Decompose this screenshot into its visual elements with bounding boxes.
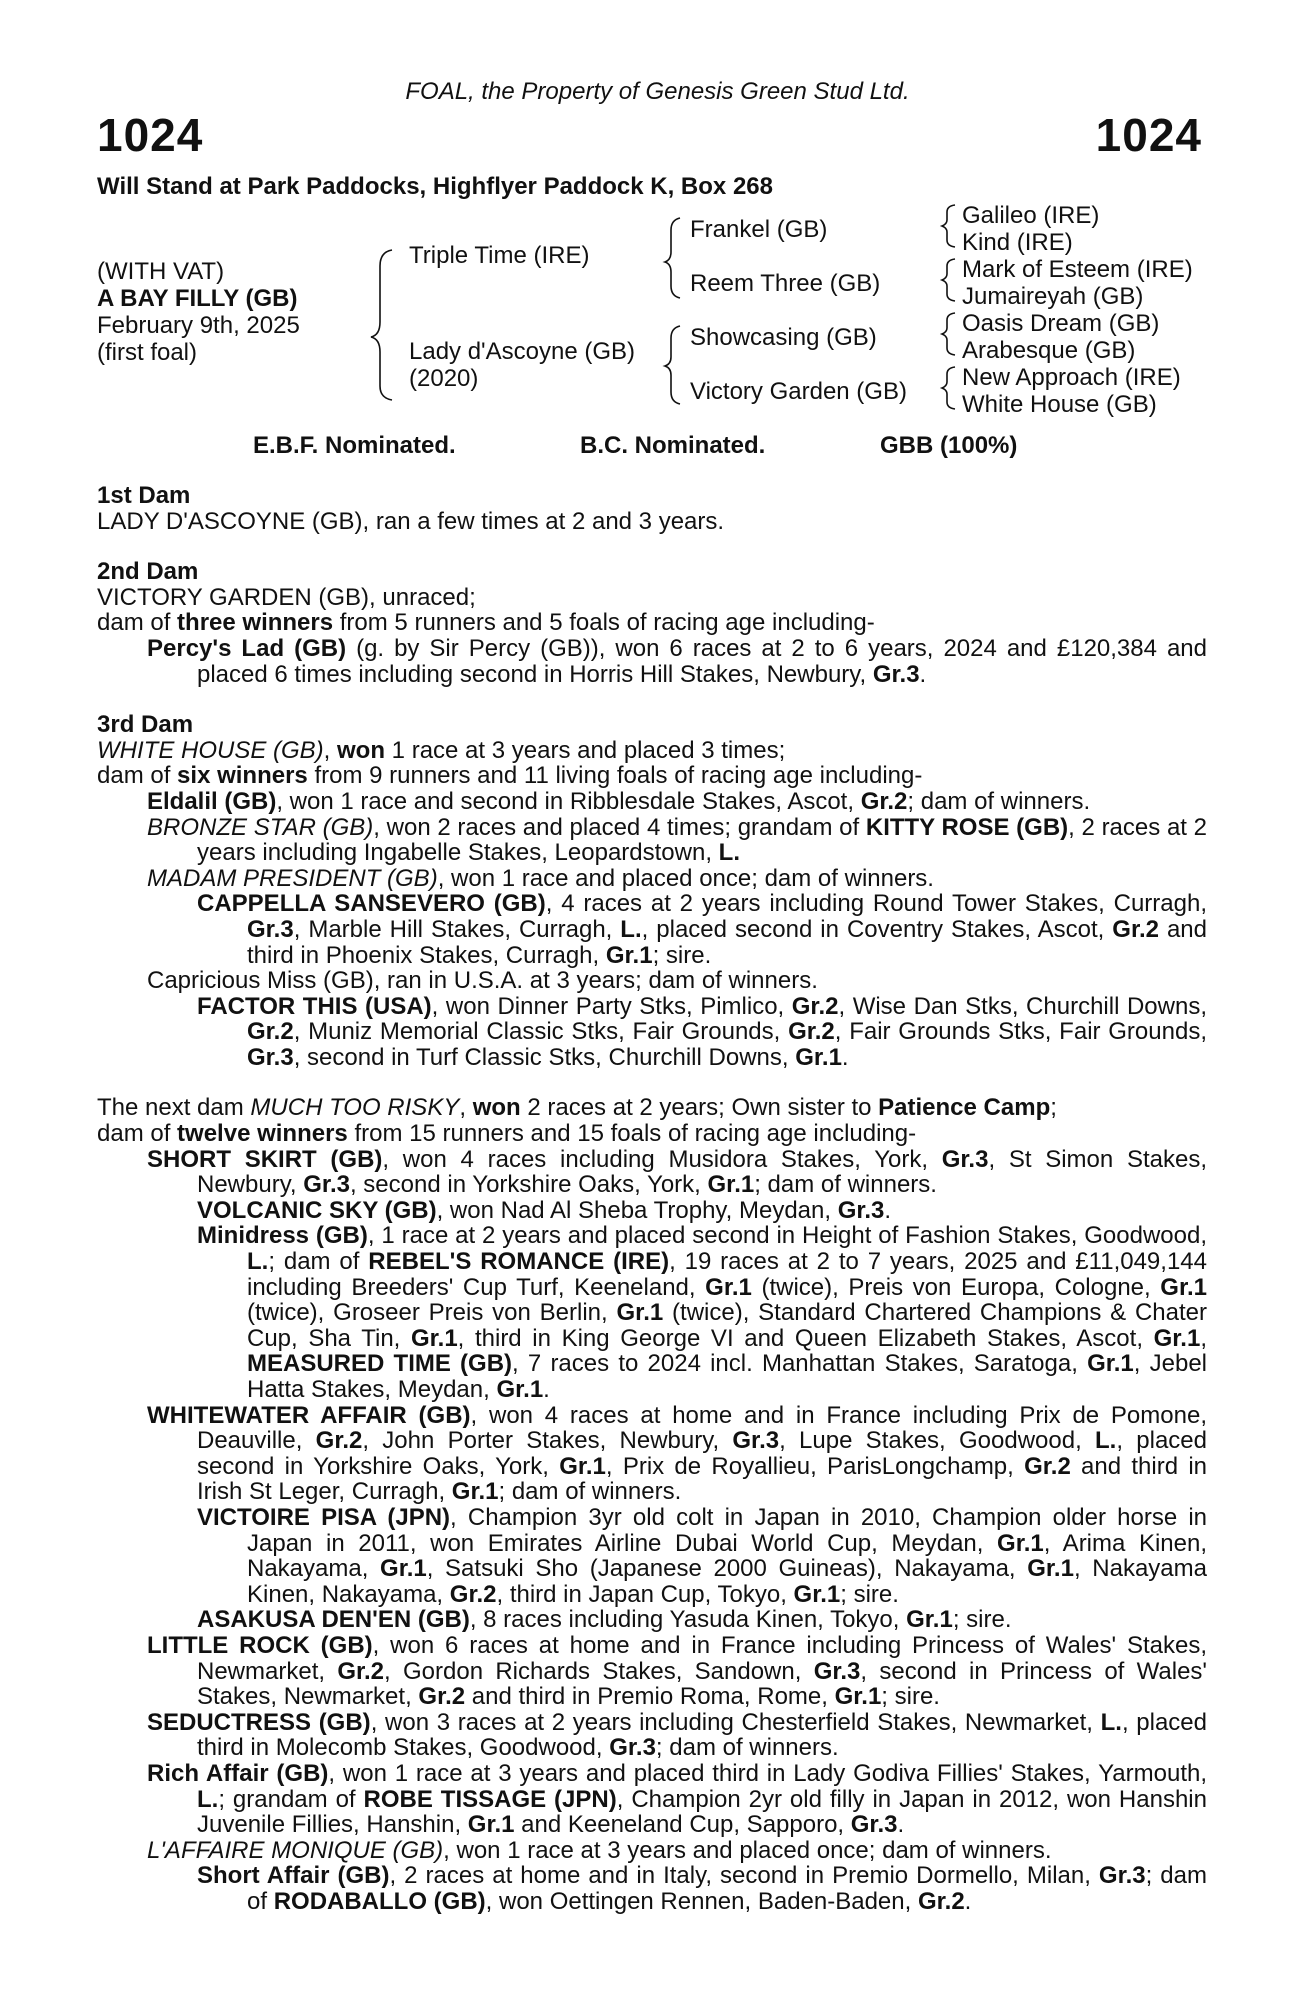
lot-number-left: 1024 <box>97 109 204 161</box>
dam-dam: Victory Garden (GB) <box>690 378 907 405</box>
brace-ss <box>942 205 955 247</box>
produce-cappella-sansevero: CAPPELLA SANSEVERO (GB), 4 races at 2 years including Round Tower Stakes, Curragh, Gr.3, Marble Hill Stakes, Curragh, L., placed second in Coventry Stakes, Ascot, Gr.2 and third in Phoenix Stakes, Curragh, Gr.1; sire. <box>197 890 1207 969</box>
produce-minidress: Minidress (GB), 1 race at 2 years and placed second in Height of Fashion Stakes, Goodwood, L.; dam of REBEL'S ROMANCE (IRE), 19 races at 2 to 7 years, 2025 and £11,049,144 including Breeders' Cup Turf, Keeneland, Gr.1 (twice), Preis von Europa, Cologne, Gr.1 (twice), Groseer Preis von Berlin, Gr.1 (twice), Standard Chartered Champions & Chater Cup, Sha Tin, Gr.1, third in King George VI and Queen Elizabeth Stakes, Ascot, Gr.1, MEASURED TIME (GB), 7 races to 2024 incl. Manhattan Stakes, Saratoga, Gr.1, Jebel Hatta Stakes, Meydan, Gr.1. <box>197 1222 1208 1403</box>
third-dam-line2: dam of six winners from 9 runners and 11 living foals of racing age including- <box>97 762 923 790</box>
produce-madam-president: MADAM PRESIDENT (GB), won 1 race and placed once; dam of winners. <box>147 864 934 892</box>
produce-rich-affair: Rich Affair (GB), won 1 race at 3 years and placed third in Lady Godiva Fillies' Stakes, Yarmouth, L.; grandam of ROBE TISSAGE (JPN), Champion 2yr old filly in Japan in 2012, won Hanshin Juvenile Fillies, Hanshin, Gr.1 and Keeneland Cup, Sapporo, Gr.3. <box>147 1759 1208 1839</box>
brace-sire <box>665 218 680 298</box>
produce-short-skirt: SHORT SKIRT (GB), won 4 races including Musidora Stakes, York, Gr.3, St Simon Stakes, Newbury, Gr.3, second in Yorkshire Oaks, York, Gr.1; dam of winners. <box>147 1145 1207 1199</box>
horse-dob: February 9th, 2025 <box>97 312 300 339</box>
dam-name: Lady d'Ascoyne (GB) <box>409 338 636 365</box>
horse-name: A BAY FILLY (GB) <box>97 285 298 312</box>
dam-sire: Showcasing (GB) <box>690 324 877 351</box>
second-dam-line2: dam of three winners from 5 runners and 5 foals of racing age including- <box>97 609 875 637</box>
third-dam-line1: WHITE HOUSE (GB), won 1 race at 3 years and placed 3 times; <box>97 736 786 764</box>
produce-whitewater-affair: WHITEWATER AFFAIR (GB), won 4 races at home and in France including Prix de Pomone, Deauville, Gr.2, John Porter Stakes, Newbury, Gr.3, Lupe Stakes, Goodwood, L., placed second in Yorkshire Oaks, York, Gr.1, Prix de Royallieu, ParisLongchamp, Gr.2 and third in Irish St Leger, Curragh, Gr.1; dam of winners. <box>147 1401 1208 1506</box>
pedigree-ssd: Kind (IRE) <box>962 229 1073 256</box>
brace-ds <box>942 313 955 355</box>
sire-sire: Frankel (GB) <box>690 216 828 243</box>
first-dam-heading: 1st Dam <box>97 482 191 509</box>
second-dam-heading: 2nd Dam <box>97 558 199 586</box>
ebf-nomination: E.B.F. Nominated. <box>253 432 456 459</box>
first-dam-text: LADY D'ASCOYNE (GB), ran a few times at 2 and 3 years. <box>97 507 725 535</box>
produce-seductress: SEDUCTRESS (GB), won 3 races at 2 years including Chesterfield Stakes, Newmarket, L., placed third in Molecomb Stakes, Goodwood, Gr.3; dam of winners. <box>147 1708 1208 1762</box>
pedigree-sds: Mark of Esteem (IRE) <box>962 256 1193 283</box>
vat-note: (WITH VAT) <box>97 258 225 285</box>
pedigree-dds: New Approach (IRE) <box>962 364 1181 391</box>
second-dam-line1: VICTORY GARDEN (GB), unraced; <box>97 583 476 611</box>
produce-short-affair: Short Affair (GB), 2 races at home and in Italy, second in Premio Dormello, Milan, Gr.3; dam of RODABALLO (GB), won Oettingen Rennen, Baden-Baden, Gr.2. <box>197 1862 1207 1915</box>
produce-factor-this: FACTOR THIS (USA), won Dinner Party Stks, Pimlico, Gr.2, Wise Dan Stks, Churchill Downs, Gr.2, Muniz Memorial Classic Stks, Fair Grounds, Gr.2, Fair Grounds Stks, Fair Grounds, Gr.3, second in Turf Classic Stks, Churchill Downs, Gr.1. <box>197 992 1207 1071</box>
next-dam-line2: dam of twelve winners from 15 runners and 15 foals of racing age including- <box>97 1120 917 1148</box>
produce-eldalil: Eldalil (GB), won 1 race and second in Ribblesdale Stakes, Ascot, Gr.2; dam of winners. <box>147 787 1091 815</box>
produce-bronze-star: BRONZE STAR (GB), won 2 races and placed 4 times; grandam of KITTY ROSE (GB), 2 races at 2 years including Ingabelle Stakes, Leopardstown, L. <box>147 813 1208 867</box>
pedigree-sss: Galileo (IRE) <box>962 202 1100 229</box>
produce-laffaire-monique: L'AFFAIRE MONIQUE (GB), won 1 race at 3 years and placed once; dam of winners. <box>147 1836 1052 1864</box>
brace-dam <box>665 326 680 404</box>
sire-name: Triple Time (IRE) <box>409 242 590 269</box>
gbb-status: GBB (100%) <box>880 432 1018 459</box>
sire-dam: Reem Three (GB) <box>690 270 881 297</box>
brace-sd <box>942 259 955 301</box>
dam-year: (2020) <box>409 365 479 392</box>
pedigree-sdd: Jumaireyah (GB) <box>962 283 1144 310</box>
produce-asakusa-denen: ASAKUSA DEN'EN (GB), 8 races including Yasuda Kinen, Tokyo, Gr.1; sire. <box>197 1606 1012 1634</box>
third-dam-heading: 3rd Dam <box>97 711 194 739</box>
produce-percys-lad: Percy's Lad (GB) (g. by Sir Percy (GB)), won 6 races at 2 to 6 years, 2024 and £120,384 and placed 6 times including second in Horris Hill Stakes, Newbury, Gr.3. <box>147 634 1208 688</box>
produce-volcanic-sky: VOLCANIC SKY (GB), won Nad Al Sheba Trophy, Meydan, Gr.3. <box>197 1196 892 1224</box>
stand-location: Will Stand at Park Paddocks, Highflyer Paddock K, Box 268 <box>97 173 773 200</box>
catalogue-body <box>97 483 1207 1914</box>
brace-dd <box>942 367 955 409</box>
produce-capricious-miss: Capricious Miss (GB), ran in U.S.A. at 3 years; dam of winners. <box>147 967 818 995</box>
pedigree-dss: Oasis Dream (GB) <box>962 310 1160 337</box>
foal-note: (first foal) <box>97 339 198 366</box>
next-dam-line1: The next dam MUCH TOO RISKY, won 2 races at 2 years; Own sister to Patience Camp; <box>97 1094 1057 1122</box>
produce-victoire-pisa: VICTOIRE PISA (JPN), Champion 3yr old colt in Japan in 2010, Champion older horse in Japan in 2011, won Emirates Airline Dubai World Cup, Meydan, Gr.1, Arima Kinen, Nakayama, Gr.1, Satsuki Sho (Japanese 2000 Guineas), Nakayama, Gr.1, Nakayama Kinen, Nakayama, Gr.2, third in Japan Cup, Tokyo, Gr.1; sire. <box>197 1503 1208 1608</box>
produce-little-rock: LITTLE ROCK (GB), won 6 races at home and in France including Princess of Wales' Stakes, Newmarket, Gr.2, Gordon Richards Stakes, Sandown, Gr.3, second in Princess of Wales' Stakes, Newmarket, Gr.2 and third in Premio Roma, Rome, Gr.1; sire. <box>147 1631 1207 1711</box>
pedigree-ddd: White House (GB) <box>962 391 1157 418</box>
lot-number-right: 1024 <box>1095 109 1202 161</box>
pedigree-dsd: Arabesque (GB) <box>962 337 1136 364</box>
consignor-line: FOAL, the Property of Genesis Green Stud Ltd. <box>405 78 910 105</box>
bc-nomination: B.C. Nominated. <box>580 432 766 459</box>
brace-main <box>371 250 392 400</box>
